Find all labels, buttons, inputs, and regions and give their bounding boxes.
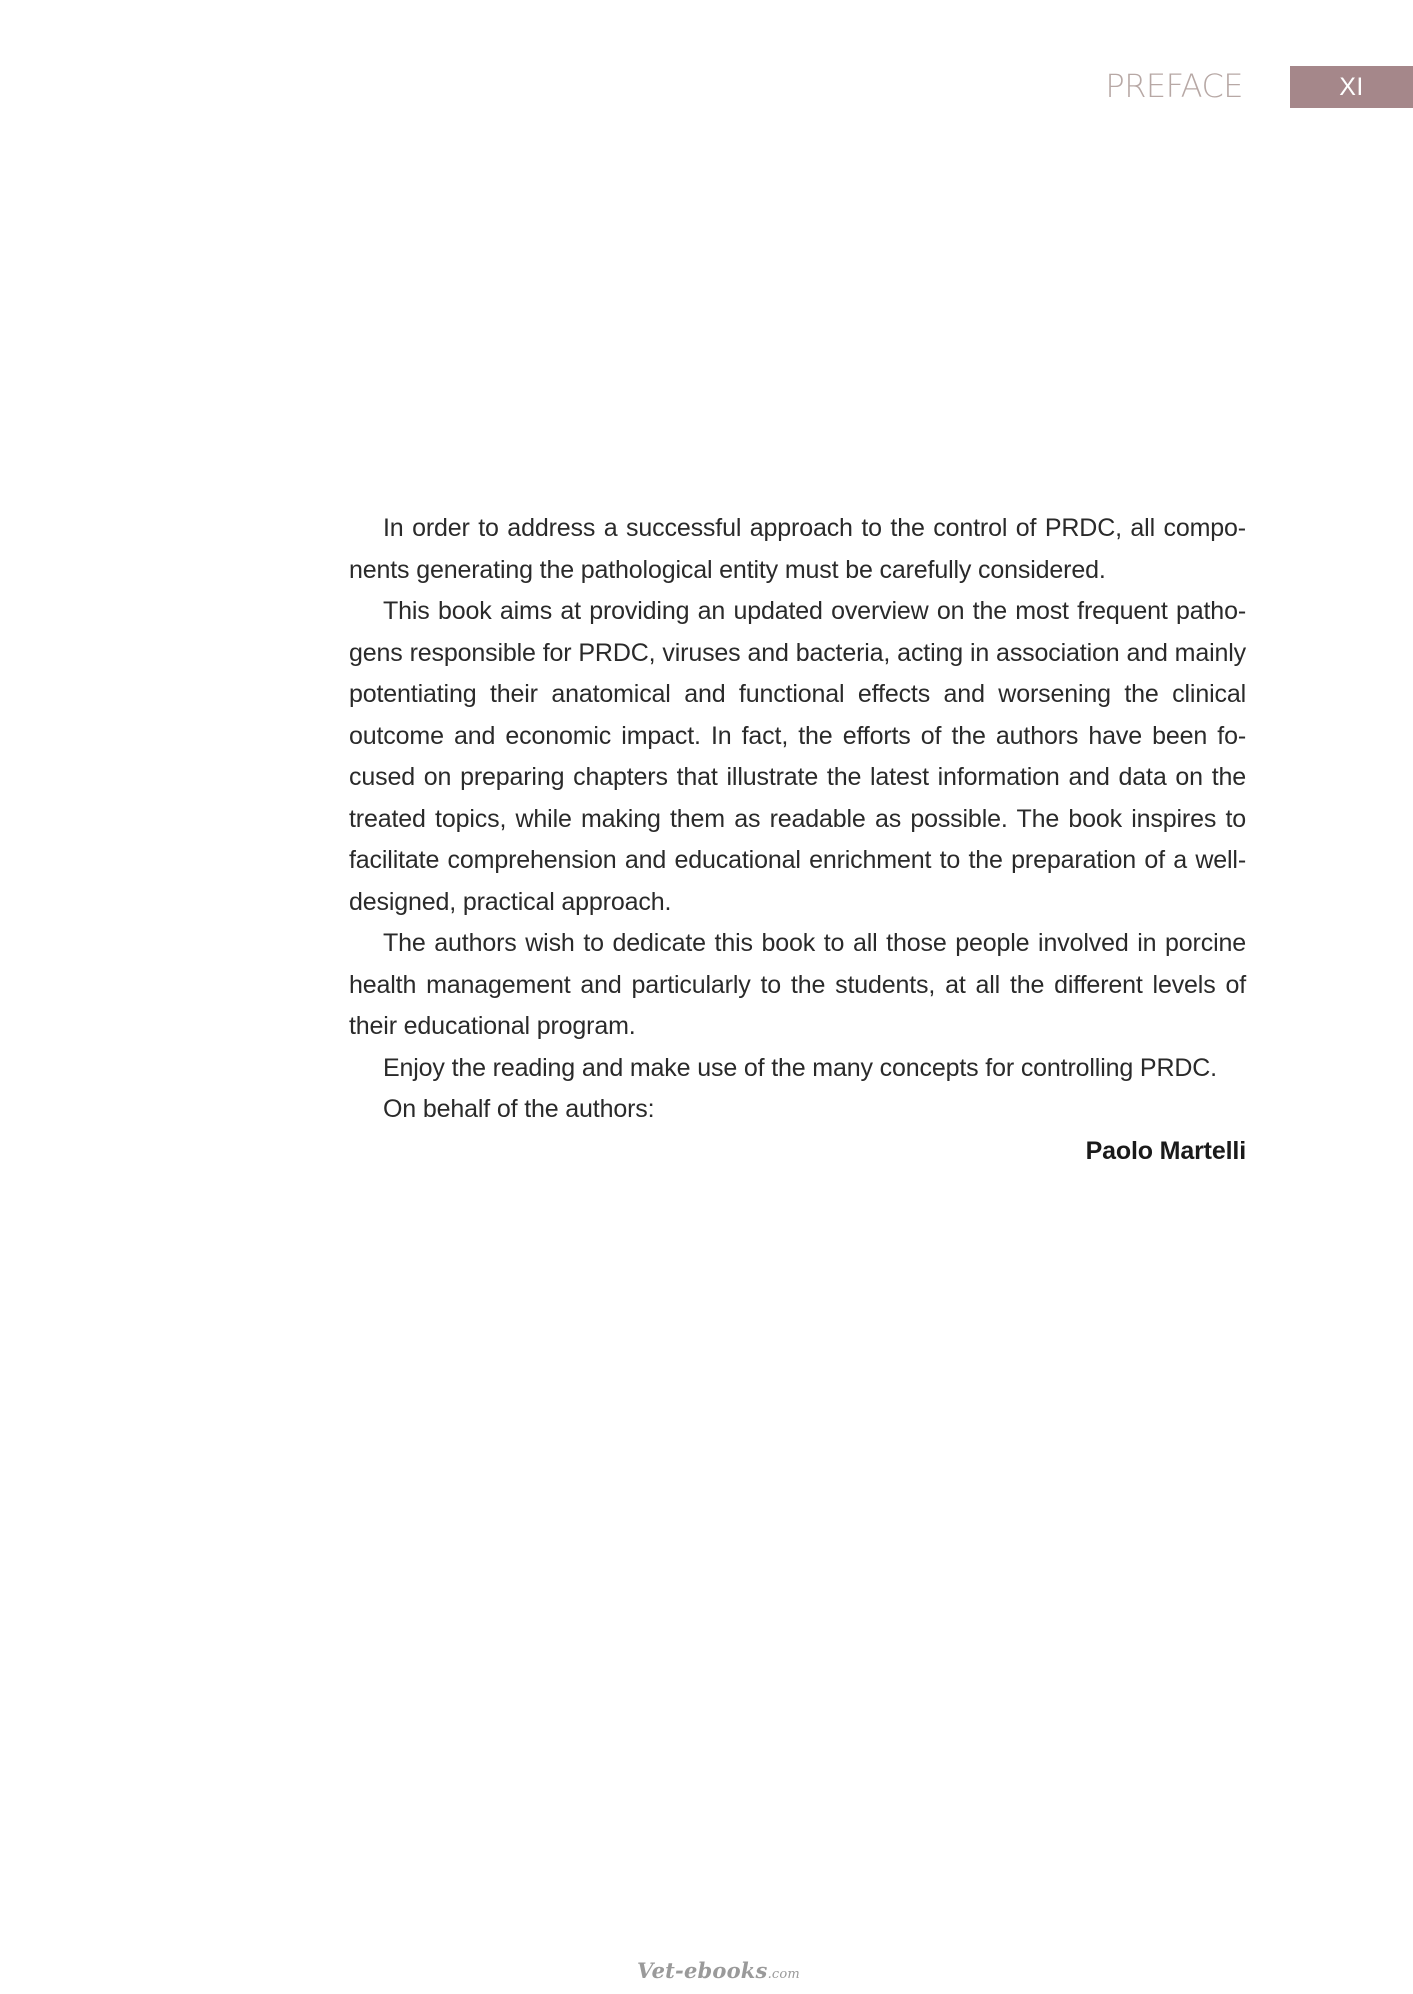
preface-body — [349, 508, 1246, 1172]
paragraph: Enjoy the reading and make use of the many concepts for controlling PRDC. — [383, 1053, 1217, 1082]
watermark-tld: .com — [767, 1967, 800, 1982]
paragraph: On behalf of the authors: — [383, 1095, 655, 1123]
watermark-name: Vet-ebooks — [637, 1958, 768, 1983]
watermark-logo — [637, 1958, 800, 1983]
page-number-badge: XI — [1290, 66, 1413, 108]
paragraph: In order to address a successful approach to the control of PRDC, all compo-nents generating the pathological entity must be carefully considered. — [349, 514, 1246, 584]
running-head-title: PREFACE — [1105, 67, 1243, 105]
paragraph: The authors wish to dedicate this book to all those people involved in porcine health management and particularly to the students, at all the different levels of their educational program. — [349, 929, 1246, 1040]
paragraph: This book aims at providing an updated overview on the most frequent patho-gens responsible for PRDC, viruses and bacteria, acting in association and mainly potentiating their anatomical and functional effects and worsening the clinical outcome and economic impact. In fact, the efforts of the authors have been fo-cused on preparing chapters that illustrate the latest information and data on the treated topics, while making them as readable as possible. The book inspires to facilitate comprehension and educational enrichment to the preparation of a well-designed, practical approach. — [349, 597, 1246, 916]
signature: Paolo Martelli — [1085, 1136, 1246, 1165]
